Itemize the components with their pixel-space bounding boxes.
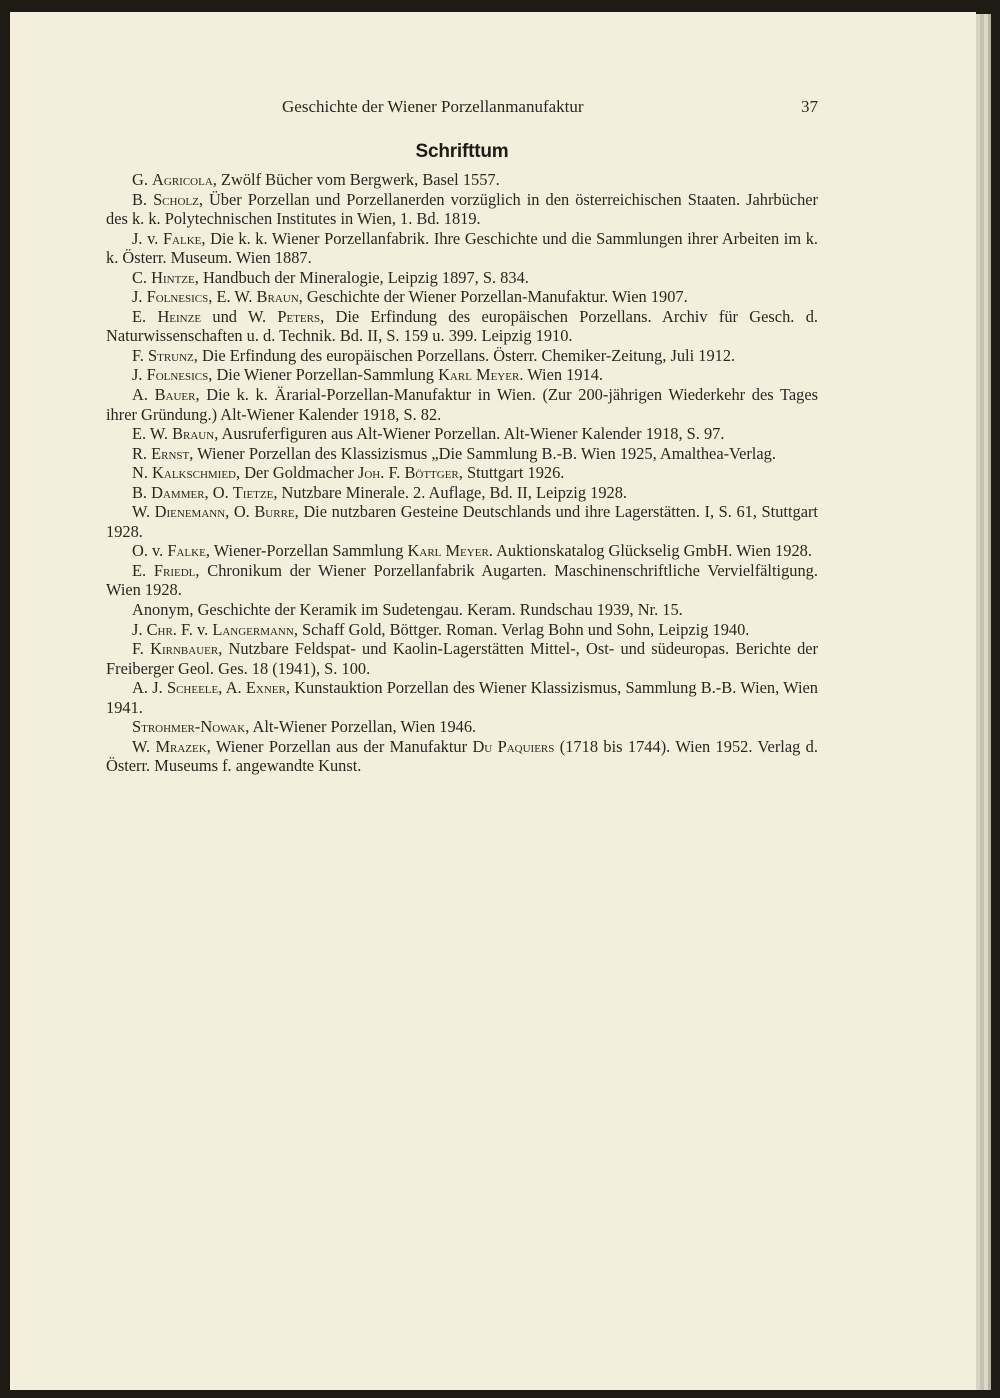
author-name: Kalkschmied <box>152 463 236 483</box>
author-name: Scheele <box>166 678 219 698</box>
reference-entry <box>106 620 818 640</box>
reference-text: . Auktionskatalog Glückselig GmbH. Wien 1928. <box>488 541 812 561</box>
reference-text: , Wiener-Porzellan Sammlung <box>205 541 408 561</box>
reference-text: , Wiener Porzellan des Klassizismus „Die Sammlung B.-B. Wien 1925, Amalthea-Verlag. <box>189 443 776 463</box>
page-number: 37 <box>801 97 818 116</box>
author-name: Hintze <box>151 267 195 287</box>
reference-text: , E. W. <box>208 287 257 307</box>
reference-text: , Der Goldmacher <box>236 463 358 483</box>
author-name: Agricola <box>152 170 213 189</box>
author-name: Joh. F. Böttger <box>357 463 459 483</box>
author-name: Ernst <box>151 443 190 463</box>
reference-entry <box>106 268 818 288</box>
reference-text: , Nutzbare Feldspat- und Kaolin-Lagerstätten Mittel-, Ost- und südeuropas. Berichte der Freiberger Geol. Ges. 18 (1941), S. 100. <box>106 639 819 678</box>
reference-entry <box>106 600 818 620</box>
reference-text: B. <box>132 189 154 209</box>
author-name: Peters <box>277 306 321 326</box>
author-name: Falke <box>167 541 206 561</box>
author-name: Friedl <box>153 560 196 580</box>
author-name: Burre <box>254 502 295 522</box>
reference-text: W. <box>132 502 155 522</box>
reference-entry <box>106 444 818 464</box>
reference-entry <box>106 346 818 366</box>
reference-text: , Die nutzbaren Gesteine Deutschlands und ihre Lagerstätten. I, S. 61, Stuttgart 1928. <box>106 502 818 541</box>
reference-text: , Geschichte der Wiener Porzellan-Manufaktur. Wien 1907. <box>298 287 688 307</box>
reference-entry <box>106 229 818 268</box>
reference-entry <box>106 287 818 307</box>
author-name: Chr. <box>146 619 177 639</box>
author-name: Du Paquiers <box>472 736 555 756</box>
reference-text: , Über Porzellan und Porzellanerden vorzüglich in den österreichischen Staaten. Jahrbücher des k. k. Polytechnischen Institutes in Wien, 1. Bd. 1819. <box>106 189 818 229</box>
reference-text: W. <box>132 736 156 756</box>
reference-text: , Die k. k. Wiener Porzellanfabrik. Ihre Geschichte und die Sammlungen ihrer Arbeiten im k. k. Österr. Museum. Wien 1887. <box>106 228 819 268</box>
reference-text: B. <box>132 482 152 502</box>
author-name: Exner <box>245 678 286 698</box>
reference-entry <box>106 307 818 346</box>
author-name: Dammer <box>151 482 205 502</box>
author-name: Langermann <box>212 619 294 639</box>
reference-text: E. <box>132 560 154 580</box>
reference-entry <box>106 424 818 444</box>
reference-text: , Wiener Porzellan aus der Manufaktur <box>206 736 473 756</box>
author-name: Heinze <box>157 306 202 326</box>
page-edge <box>988 14 991 1390</box>
reference-entry <box>106 483 818 503</box>
author-name: Braun <box>172 424 215 444</box>
reference-text: A. <box>132 385 155 405</box>
reference-text: E. W. <box>132 424 173 444</box>
reference-text: E. <box>132 306 158 326</box>
reference-text: F. <box>132 639 151 659</box>
reference-text: (1718 bis 1744). Wien 1952. Verlag d. Österr. Museums f. angewandte Kunst. <box>106 736 818 776</box>
reference-list <box>106 170 818 776</box>
reference-text: , Die Erfindung des europäischen Porzellans. Österr. Chemiker-Zeitung, Juli 1912. <box>193 345 736 365</box>
reference-text: G. <box>132 170 153 189</box>
reference-text: F. v. <box>176 619 213 639</box>
reference-entry <box>106 365 818 385</box>
reference-text: , Ausruferfiguren aus Alt-Wiener Porzellan. Alt-Wiener Kalender 1918, S. 97. <box>214 424 725 444</box>
page-header <box>106 97 818 119</box>
reference-text: , Schaff Gold, Böttger. Roman. Verlag Bohn und Sohn, Leipzig 1940. <box>293 619 750 639</box>
author-name: Kirnbauer <box>150 639 219 659</box>
reference-text: J. <box>132 287 147 307</box>
reference-text: J. v. <box>132 228 163 248</box>
reference-text: , Chronikum der Wiener Porzellanfabrik Augarten. Maschinenschriftliche Vervielfältigung. Wien 1928. <box>106 560 818 600</box>
author-name: Karl Meyer <box>438 365 520 385</box>
reference-text: , Kunstauktion Porzellan des Wiener Klassizismus, Sammlung B.-B. Wien, Wien 1941. <box>106 678 819 717</box>
reference-entry <box>106 541 818 561</box>
reference-entry <box>106 385 818 424</box>
reference-text: , Zwölf Bücher vom Bergwerk, Basel 1557. <box>212 170 500 189</box>
reference-entry <box>106 170 818 190</box>
reference-text: , O. <box>204 482 233 502</box>
author-name: Dienemann <box>154 502 226 522</box>
author-name: Folnesics <box>146 287 209 307</box>
section-title: Schrifttum <box>415 141 509 162</box>
reference-entry <box>106 561 818 600</box>
reference-text: J. <box>132 365 147 385</box>
author-name: Folnesics <box>146 365 209 385</box>
reference-text: , A. <box>218 678 246 698</box>
author-name: Karl Meyer <box>407 541 489 561</box>
reference-text: F. <box>132 345 148 365</box>
author-name: Mrazek <box>155 736 207 756</box>
running-title: Geschichte der Wiener Porzellanmanufaktur <box>282 97 584 116</box>
reference-entry <box>106 737 818 776</box>
reference-entry <box>106 502 818 541</box>
reference-entry <box>106 190 818 229</box>
reference-text: , Die k. k. Ärarial-Porzellan-Manufaktur in Wien. (Zur 200-jährigen Wiederkehr des Tages ihrer Gründung.) Alt-Wiener Kalender 1918, S. 82. <box>106 385 818 424</box>
reference-text: Anonym, Geschichte der Keramik im Sudetengau. Keram. Rundschau 1939, Nr. 15. <box>132 600 683 620</box>
author-name: Tietze <box>232 482 274 502</box>
reference-text: , Nutzbare Minerale. 2. Auflage, Bd. II, Leipzig 1928. <box>273 482 627 502</box>
reference-entry <box>106 463 818 483</box>
reference-entry <box>106 678 818 717</box>
reference-text: . Wien 1914. <box>519 365 604 385</box>
author-name: Braun <box>256 287 299 307</box>
author-name: Strohmer-Nowak <box>132 717 246 737</box>
author-name: Falke <box>162 228 202 248</box>
author-name: Strunz <box>148 345 194 365</box>
reference-text: , Stuttgart 1926. <box>458 463 565 483</box>
author-name: Bauer <box>154 385 196 405</box>
reference-text: C. <box>132 267 152 287</box>
reference-text: N. <box>132 463 153 483</box>
author-name: Scholz <box>153 189 199 209</box>
reference-text: A. J. <box>132 678 167 698</box>
reference-text: R. <box>132 443 152 463</box>
reference-entry <box>106 639 818 678</box>
reference-text: , Die Erfindung des europäischen Porzellans. Archiv für Gesch. d. Naturwissenschaften u. d. Technik. Bd. II, S. 159 u. 399. Leipzig 1910. <box>106 306 818 346</box>
reference-text: O. v. <box>132 541 168 561</box>
reference-text: J. <box>132 619 147 639</box>
reference-text: , Die Wiener Porzellan-Sammlung <box>208 365 439 385</box>
reference-text: , Alt-Wiener Porzellan, Wien 1946. <box>245 717 477 737</box>
reference-text: und W. <box>201 306 278 326</box>
reference-text: , O. <box>225 502 255 522</box>
reference-text: , Handbuch der Mineralogie, Leipzig 1897, S. 834. <box>194 267 529 287</box>
reference-entry <box>106 717 818 737</box>
